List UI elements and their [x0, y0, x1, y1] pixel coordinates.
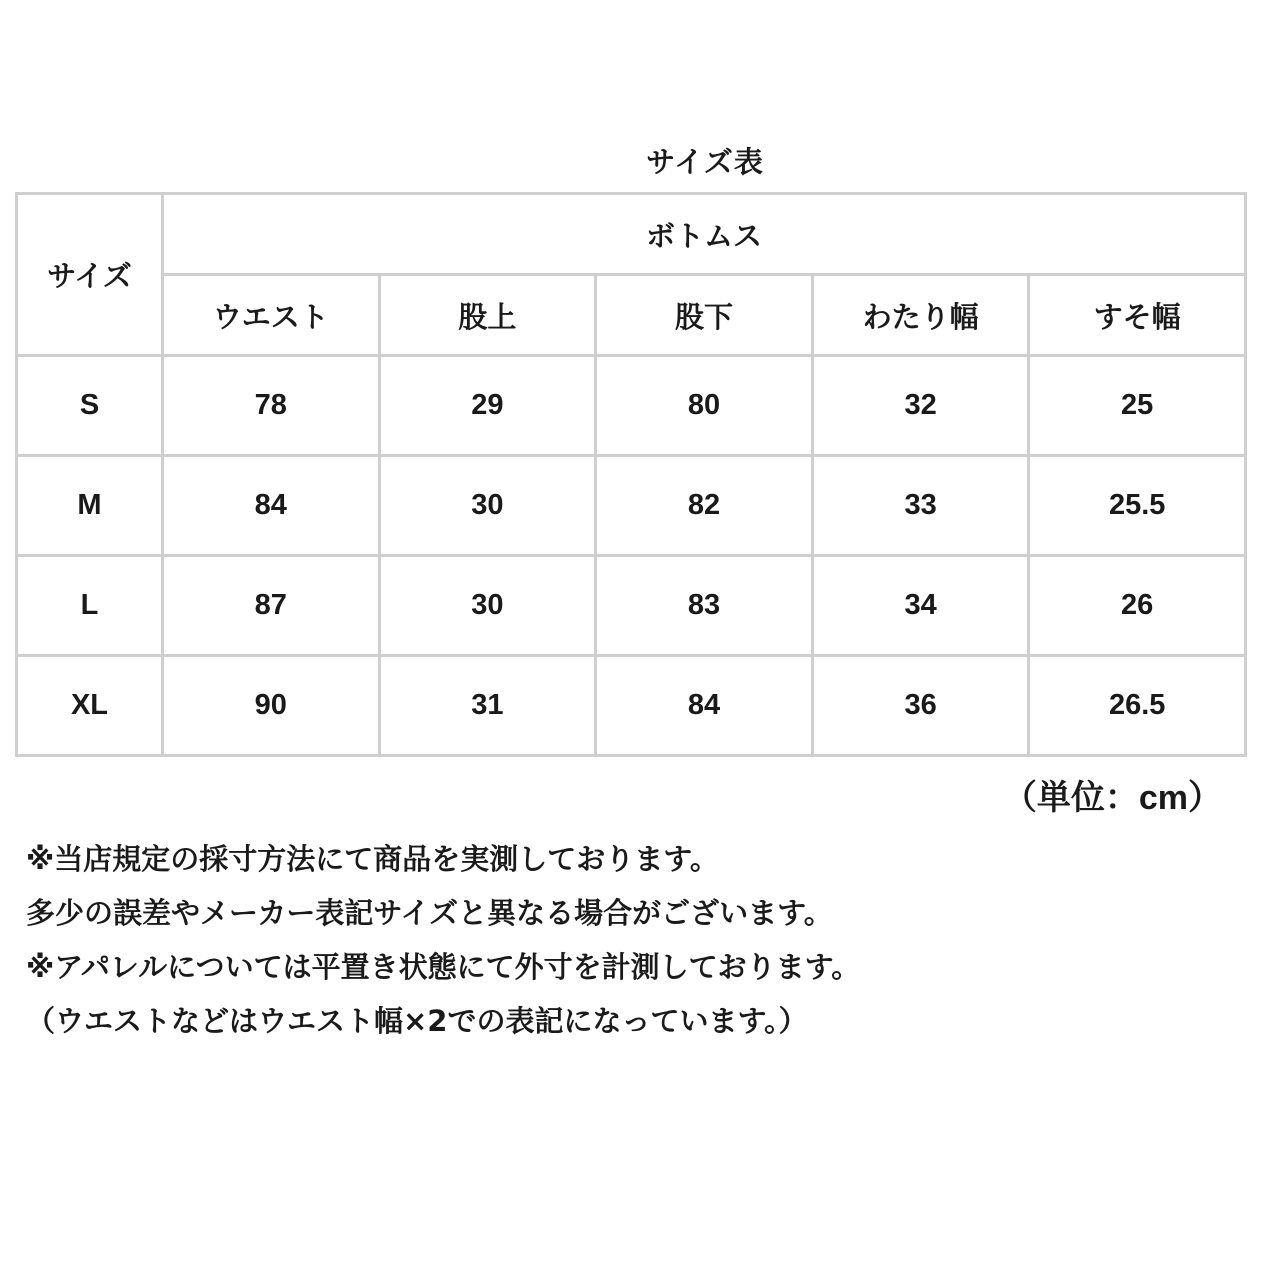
table-cell: 33 — [812, 456, 1029, 556]
size-label: M — [17, 456, 163, 556]
table-cell: 84 — [596, 656, 813, 756]
notes — [26, 832, 1246, 1048]
table-cell: 26 — [1029, 556, 1246, 656]
table-cell: 31 — [379, 656, 596, 756]
column-header-rise: 股上 — [379, 275, 596, 356]
table-cell: 82 — [596, 456, 813, 556]
table-cell: 78 — [163, 356, 380, 456]
table-row — [17, 556, 1246, 656]
table-row — [17, 456, 1246, 556]
unit-note: （単位：cm） — [1002, 779, 1222, 817]
size-label: S — [17, 356, 163, 456]
page-title: サイズ表 — [646, 145, 764, 179]
size-column-header: サイズ — [17, 194, 163, 356]
table-cell: 25.5 — [1029, 456, 1246, 556]
table-cell: 34 — [812, 556, 1029, 656]
table-cell: 30 — [379, 456, 596, 556]
size-label: XL — [17, 656, 163, 756]
column-header-thigh: わたり幅 — [812, 275, 1029, 356]
table-cell: 36 — [812, 656, 1029, 756]
table-cell: 29 — [379, 356, 596, 456]
table-cell: 26.5 — [1029, 656, 1246, 756]
note-line: ※アパレルについては平置き状態にて外寸を計測しております。 — [26, 950, 861, 984]
note-line: （ウエストなどはウエスト幅×2での表記になっています。） — [26, 1004, 808, 1038]
size-table — [15, 192, 1247, 757]
table-subheader-row — [17, 275, 1246, 356]
table-cell: 80 — [596, 356, 813, 456]
table-cell: 25 — [1029, 356, 1246, 456]
note-line: 多少の誤差やメーカー表記サイズと異なる場合がございます。 — [26, 896, 833, 930]
table-row — [17, 656, 1246, 756]
table-cell: 83 — [596, 556, 813, 656]
table-cell: 30 — [379, 556, 596, 656]
size-label: L — [17, 556, 163, 656]
table-row — [17, 356, 1246, 456]
table-header-row — [17, 194, 1246, 275]
column-header-inseam: 股下 — [596, 275, 813, 356]
column-header-waist: ウエスト — [163, 275, 380, 356]
column-header-hem: すそ幅 — [1029, 275, 1246, 356]
bottoms-group-header: ボトムス — [163, 194, 1246, 275]
table-cell: 32 — [812, 356, 1029, 456]
note-line: ※当店規定の採寸方法にて商品を実測しております。 — [26, 842, 719, 876]
table-cell: 87 — [163, 556, 380, 656]
table-cell: 84 — [163, 456, 380, 556]
table-cell: 90 — [163, 656, 380, 756]
